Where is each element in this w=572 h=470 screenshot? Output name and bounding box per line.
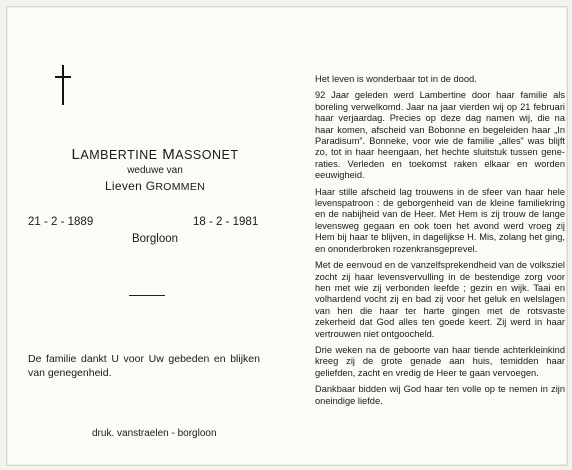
paragraph: Haar stille afscheid lag trouwens in de sfeer van haar hele levenspatroon : de geborgenheid van de kleine familiekring en de nabijheid van de Heer. Met Hem is zij trouw de lange levensweg gegaan en ook toen het avond werd vroeg zij Hem bij haar te blijven, in dagelijkse H. Mis, zolang het ging, en ononderbroken rozenkransgeprevel.: [315, 186, 565, 254]
thanks-text: De familie dankt U voor Uw gebeden en blijken van genegenheid.: [28, 353, 260, 379]
deceased-name: LAMBERTINE MASSONET: [71, 146, 239, 163]
right-panel: [315, 74, 565, 412]
spouse-name: Lieven GROMMEN: [104, 179, 206, 193]
widow-label: weduwe van: [127, 165, 183, 176]
death-date: 18 - 2 - 1981: [193, 216, 259, 228]
paragraph: Dankbaar bidden wij God haar ten volle op te nemen in zijn oneindige liefde.: [315, 384, 565, 406]
left-panel: [7, 7, 297, 465]
paragraph: Met de eenvoud en de vanzelfsprekendheid van de volksziel zocht zij haar levensvervulling in de bestendige zorg voor hen met wie zij verbonden leefde ; gezin en wijk. Taai en volhardend vocht zij en bad zij voor het geluk en welslagen van hen die haar ter harte gingen met de rotsvaste zekerheid dat God alles ten goede keert. Zij werd in haar vertrouwen niet ontgoocheld.: [315, 260, 565, 339]
cross-icon: [55, 65, 71, 105]
paragraph: Het leven is wonderbaar tot in de dood.: [315, 74, 477, 84]
printer-credit: druk. vanstraelen - borgloon: [92, 428, 217, 439]
paragraph: 92 Jaar geleden werd Lambertine door haar familie als boreling verwelkomd. Jaar na jaar vierden wij op 21 februari haar verjaardag. Precies op deze dag namen wij, die na haar komen, afscheid van Bobonne en begeleiden haar „In Paradisum”. Bonneke, voor wie de familie „alles” was blijft zo, tot in haar heengaan, het hechte sluitstuk tussen generaties. Verleden en toekomst raken elkaar en worden eeuwigheid.: [315, 90, 565, 181]
divider-line: [129, 295, 165, 296]
memorial-card: [6, 6, 568, 466]
place-name: Borgloon: [131, 233, 179, 245]
paragraph: Drie weken na de geboorte van haar tiende achterkleinkind kreeg zij de grote genade aan huis, temidden haar geliefden, zacht en vredig de Heer te gaan vervoegen.: [315, 344, 565, 378]
birth-date: 21 - 2 - 1889: [28, 216, 94, 228]
